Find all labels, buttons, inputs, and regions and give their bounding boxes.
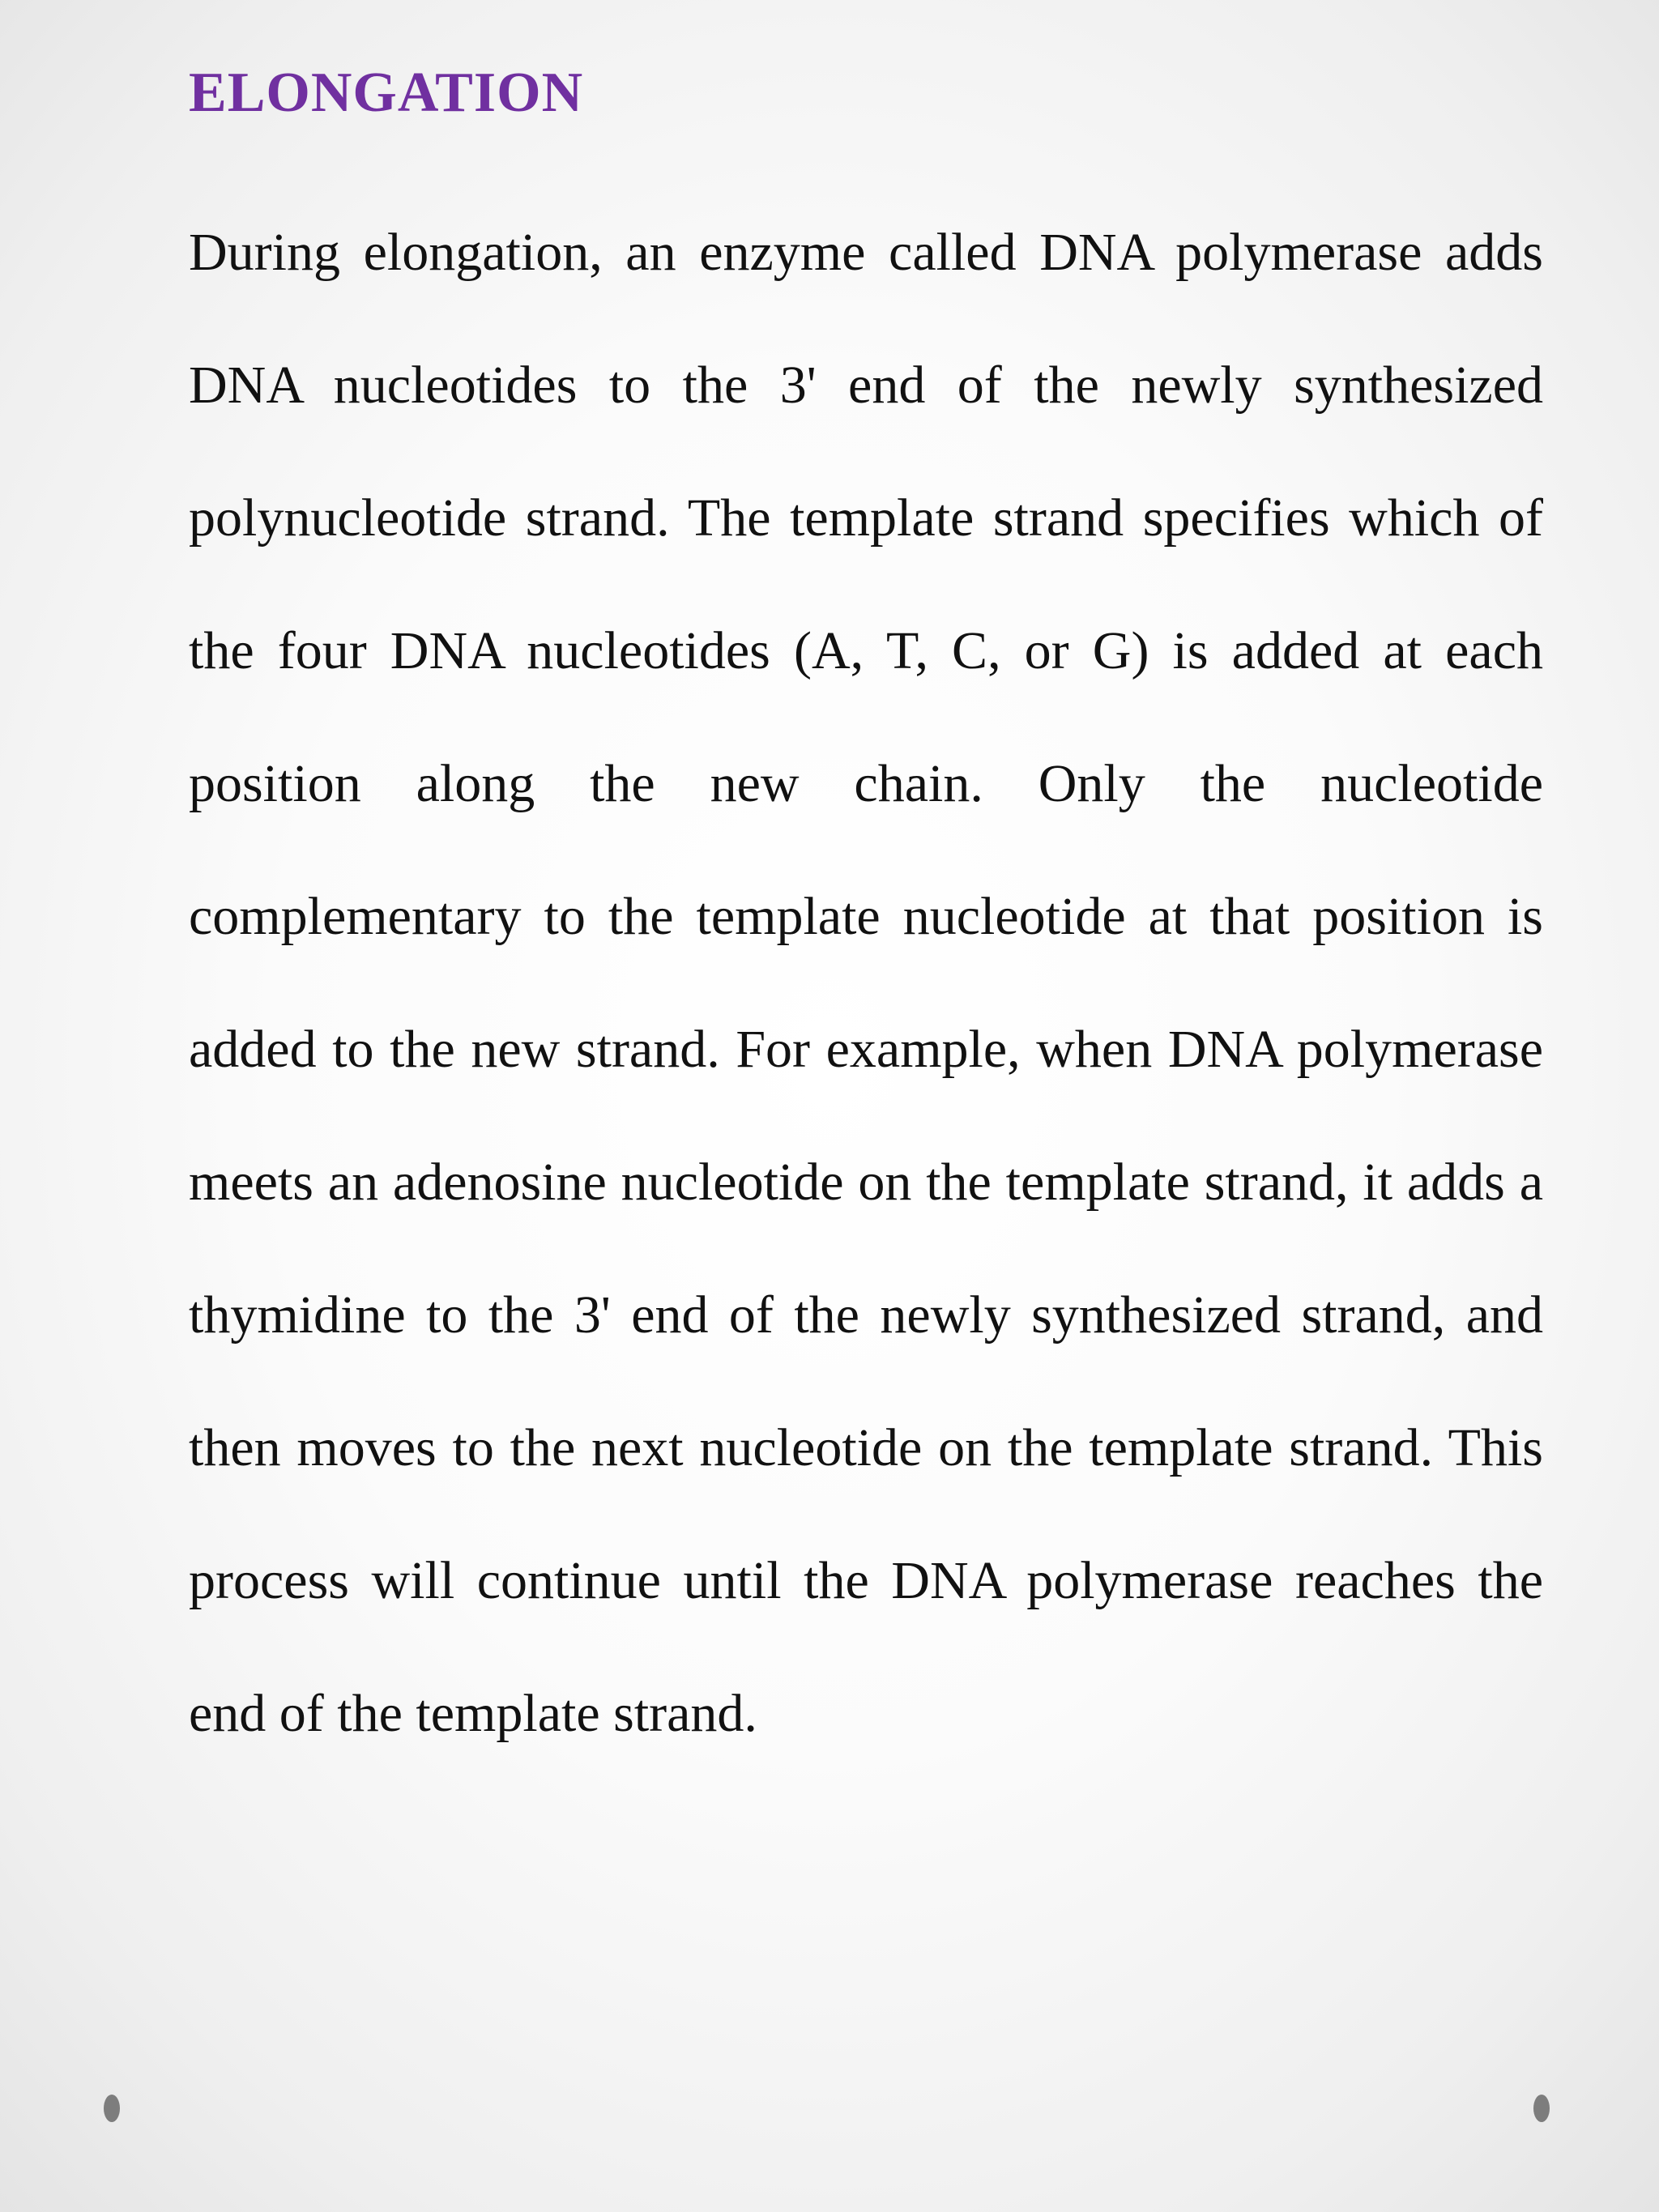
slide-body-text: During elongation, an enzyme called DNA polymerase adds DNA nucleotides to the 3' end of the newly synthesized polynucleotide strand. The template strand specifies which of the four DNA nucleotides (A, T, C, or G) is added at each position along the new chain. Only the nucleotide complementary to the template nucleotide at that position is added to the new strand. For example, when DNA polymerase meets an adenosine nucleotide on the template strand, it adds a thymidine to the 3' end of the newly synthesized strand, and then moves to the next nucleotide on the template strand. This process will continue until the DNA polymerase reaches the end of the template strand. [189, 223, 1543, 1743]
right-decorative-dot [1533, 2095, 1550, 2122]
left-decorative-dot [104, 2095, 120, 2122]
slide-title: ELONGATION [189, 62, 584, 124]
